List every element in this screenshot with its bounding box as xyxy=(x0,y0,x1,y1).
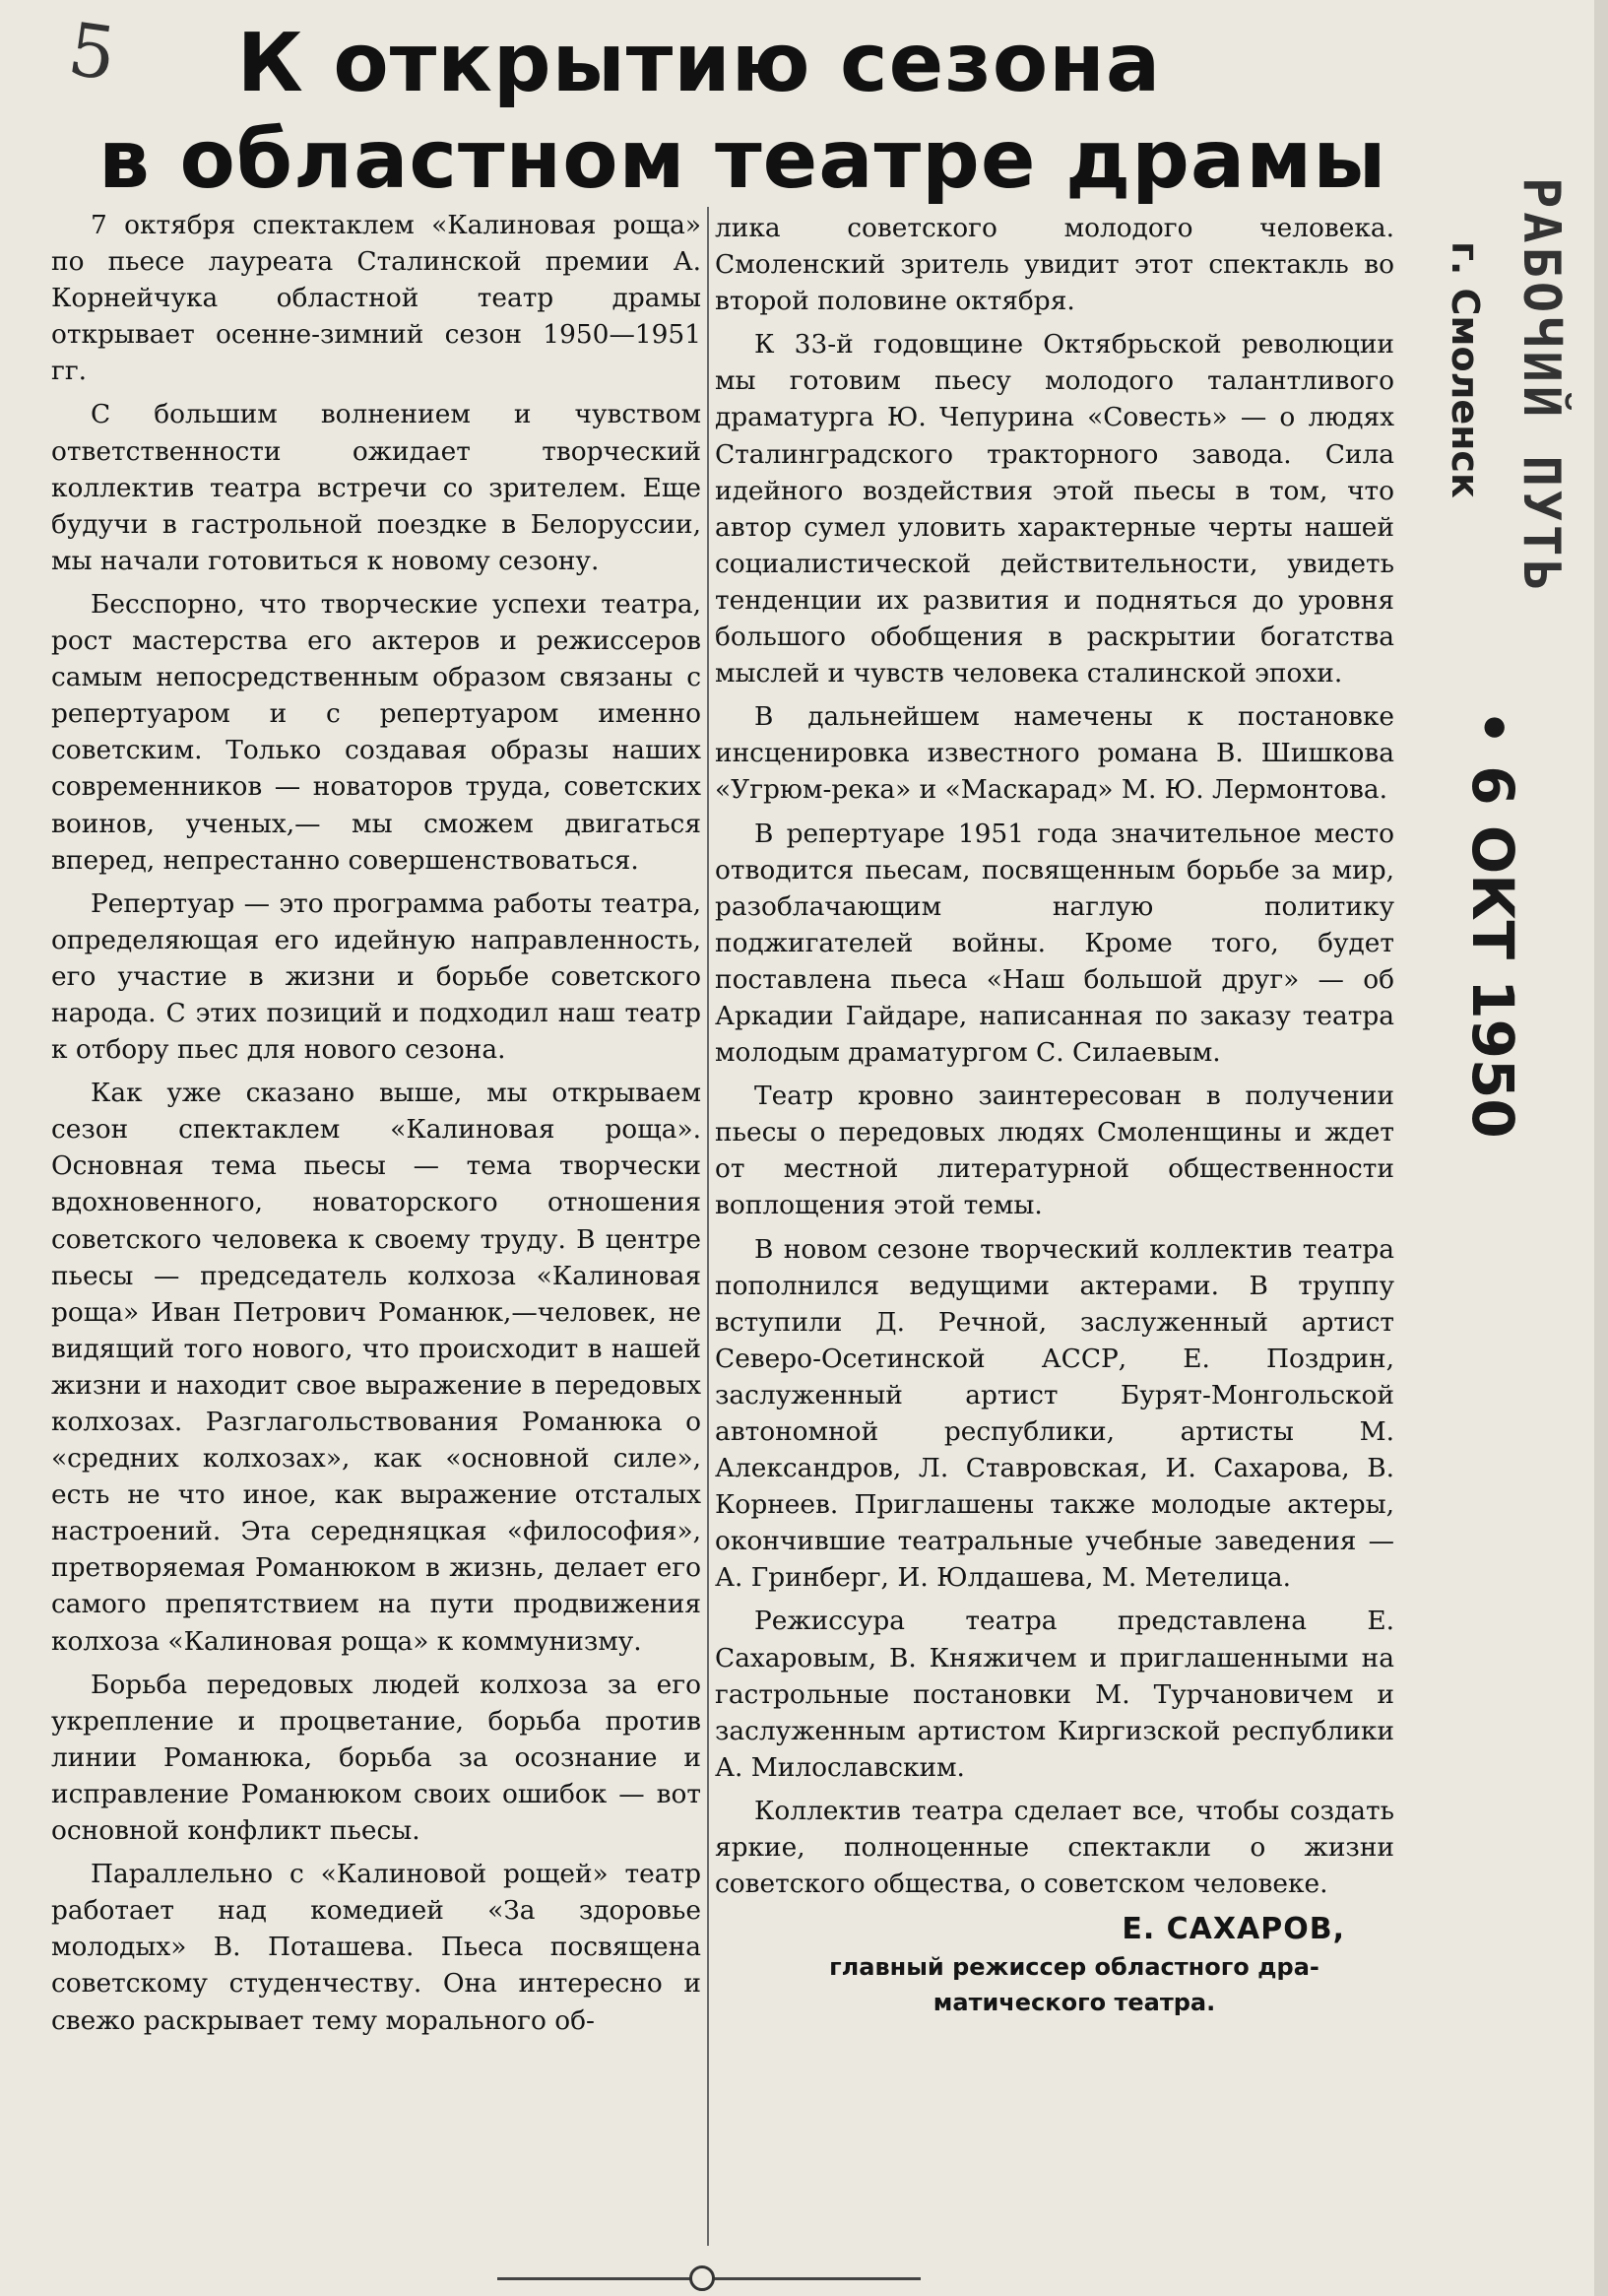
paragraph: Как уже сказано выше, мы открываем сезон спектаклем «Калиновая роща». Основная тема пьесы — тема творчески вдохновенного, новаторского отношения советского человека к своему труду. В центре пьесы — председатель колхоза «Калиновая роща» Иван Петрович Романюк,—человек, не видящий того нового, что происходит в нашей жизни и находит свое выражение в передовых колхозах. Разглагольствования Романюка о «средних колхозах», как «основной силе», есть не что иное, как выражение отсталых настроений. Эта середняцкая «философия», претворяемая Романюком в жизнь, делает его самого препятствием на пути продвижения колхоза «Калиновая роща» к коммунизму. xyxy=(51,1078,701,1657)
paragraph: Режиссура театра представлена Е. Сахаровым, В. Княжичем и приглашенными на гастрольные постановки М. Турчановичем и заслуженным артистом Киргизской республики А. Милославским. xyxy=(715,1606,1394,1783)
bottom-ornament xyxy=(689,2265,715,2291)
city-stamp: г. Смоленск xyxy=(1444,241,1487,498)
paragraph: Коллектив театра сделает все, чтобы создать яркие, полноценные спектакли о жизни советского общества, о советском человеке. xyxy=(715,1795,1394,1900)
date-stamp: • 6 ОКТ 1950 xyxy=(1459,709,1526,1139)
right-column xyxy=(715,210,1394,2020)
paragraph: Театр кровно заинтересован в получении пьесы о передовых людях Смоленщины и ждет от местной литературной общественности воплощения этой темы. xyxy=(715,1081,1394,1221)
paragraph: В дальнейшем намечены к постановке инсценировка известного романа В. Шишкова «Угрюм-река» и «Маскарад» М. Ю. Лермонтова. xyxy=(715,701,1394,806)
paragraph: лика советского молодого человека. Смоленский зритель увидит этот спектакль во второй половине октября. xyxy=(715,213,1394,317)
paragraph: Бесспорно, что творческие успехи театра, рост мастерства его актеров и режиссеров самым непосредственным образом связаны с репертуаром и с репертуаром именно советским. Только создавая образы наших современников — новаторов труда, советских воинов, ученых,— мы сможем двигаться вперед, непрестанно совершенствоваться. xyxy=(51,588,701,876)
publication-stamp: РАБОЧИЙ ПУТЬ xyxy=(1512,177,1571,595)
headline-line-1: К открытию сезона xyxy=(236,17,1162,110)
author-name: Е. САХАРОВ, xyxy=(1122,1912,1345,1947)
paragraph: В новом сезоне творческий коллектив театра пополнился ведущими актерами. В труппу вступили Д. Речной, заслуженный артист Северо-Осетинской АССР, Е. Поздрин, заслуженный артист Бурят-Монгольской автономной республики, артисты М. Александров, Л. Ставровская, И. Сахарова, В. Корнеев. Приглашены также молодые актеры, окончившие театральные учебные заведения — А. Гринберг, И. Юлдашева, М. Метелица. xyxy=(715,1233,1394,1594)
author-title-line-2: матического театра. xyxy=(933,1989,1216,2017)
paragraph: Борьба передовых людей колхоза за его укрепление и процветание, борьба против линии Романюка, борьба за осознание и исправление Романюком своих ошибок — вот основной конфликт пьесы. xyxy=(51,1669,701,1847)
left-column xyxy=(51,207,701,2046)
handwritten-mark: 5 xyxy=(63,7,121,98)
scan-edge xyxy=(1594,0,1608,2296)
paragraph: В репертуаре 1951 года значительное место отводится пьесам, посвященным борьбе за мир, разоблачающим наглую политику поджигателей войны. Кроме того, будет поставлена пьеса «Наш большой друг» — об Аркадии Гайдаре, написанная по заказу театра молодым драматургом С. Силаевым. xyxy=(715,818,1394,1069)
paragraph: К 33-й годовщине Октябрьской революции мы готовим пьесу молодого талантливого драматурга Ю. Чепурина «Совесть» — о людях Сталинградского тракторного завода. Сила идейного воздействия этой пьесы в том, что автор сумел уловить характерные черты нашей социалистической действительности, увидеть тенденции их развития и подняться до уровня большого обобщения в раскрытии богатства мыслей и чувств человека сталинской эпохи. xyxy=(715,329,1394,689)
headline xyxy=(98,16,1387,209)
headline-line-2: в областном театре драмы xyxy=(98,113,1387,207)
paragraph: Параллельно с «Калиновой рощей» театр работает над комедией «За здоровье молодых» В. Поташева. Пьеса посвящена советскому студенчеству. Она интересно и свежо раскрывает тему морального об- xyxy=(51,1859,701,2036)
column-divider xyxy=(707,207,709,2246)
paragraph: С большим волнением и чувством ответственности ожидает творческий коллектив театра встречи со зрителем. Еще будучи в гастрольной поездке в Белоруссии, мы начали готовиться к новому сезону. xyxy=(51,399,701,576)
paragraph: Репертуар — это программа работы театра, определяющая его идейную направленность, его участие в жизни и борьбе советского народа. С этих позиций и подходил наш театр к отбору пьес для нового сезона. xyxy=(51,887,701,1066)
author-title-line-1: главный режиссер областного дра- xyxy=(829,1953,1319,1982)
paragraph: 7 октября спектаклем «Калиновая роща» по пьесе лауреата Сталинской премии А. Корнейчука областной театр драмы открывает осенне-зимний сезон 1950—1951 гг. xyxy=(51,210,701,387)
